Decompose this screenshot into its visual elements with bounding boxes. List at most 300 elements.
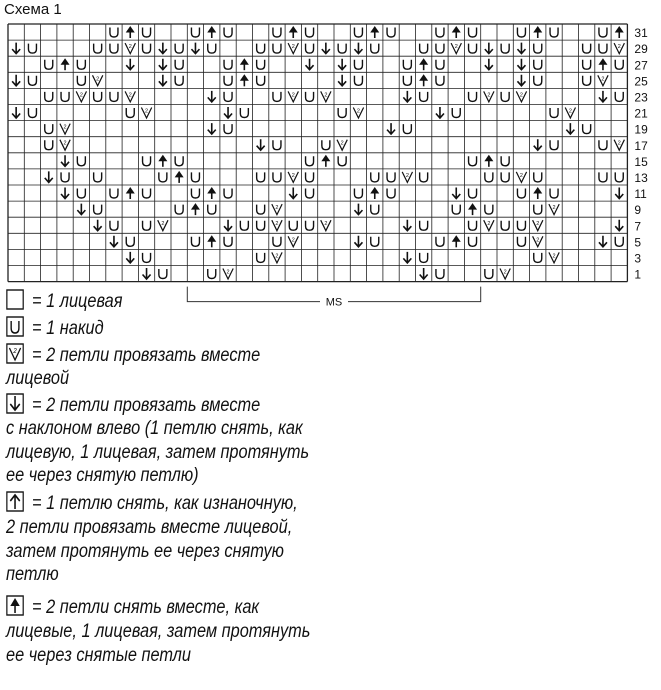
s2kp-icon (61, 58, 70, 70)
yarn-over-icon (143, 189, 151, 199)
yarn-over-icon (208, 269, 216, 279)
yarn-over-icon (208, 44, 216, 54)
yarn-over-icon (371, 237, 379, 247)
yarn-over-icon (110, 44, 118, 54)
yarn-over-icon (615, 92, 623, 102)
yarn-over-icon (306, 156, 314, 166)
row-number: 17 (634, 138, 648, 153)
yarn-over-icon (306, 172, 314, 182)
k2tog-icon (533, 220, 543, 231)
legend-skp-cont: 2 петли провязать вместе лицевой, (6, 517, 293, 538)
svg-text:2: 2 (324, 221, 328, 228)
ssk-icon (61, 155, 69, 166)
yarn-over-icon (159, 172, 167, 182)
svg-text:2: 2 (487, 221, 491, 228)
yarn-over-icon (28, 108, 36, 118)
k2tog-icon (451, 43, 461, 54)
ssk-icon (191, 43, 199, 54)
yarn-over-icon (175, 76, 183, 86)
ssk-icon (6, 393, 24, 414)
svg-text:2: 2 (617, 44, 621, 51)
k2tog-icon (93, 75, 103, 86)
yarn-over-icon (550, 28, 558, 38)
yarn-over-icon (306, 189, 314, 199)
s2kp-icon (191, 203, 200, 215)
ssk-icon (354, 236, 362, 247)
svg-text:2: 2 (291, 44, 295, 51)
legend-knit-text: = 1 лицевая (32, 291, 123, 312)
row-number: 1 (634, 267, 642, 282)
legend-skp-cont3: петлю (6, 564, 59, 585)
yarn-over-icon (338, 44, 346, 54)
yarn-over-icon (289, 221, 297, 231)
yarn-over-icon (273, 172, 281, 182)
k2tog-icon (158, 220, 168, 231)
yarn-over-icon (94, 205, 102, 215)
k2tog-icon (76, 91, 86, 102)
row-number: 5 (634, 235, 642, 250)
svg-text:2: 2 (519, 92, 523, 99)
legend-k2tog-text: = 2 петли провязать вместе (32, 345, 261, 366)
ssk-icon (599, 236, 607, 247)
yarn-over-icon (469, 189, 477, 199)
yarn-over-icon (257, 44, 265, 54)
yarn-over-icon (77, 156, 85, 166)
yarn-over-icon (387, 172, 395, 182)
k2tog-icon (125, 91, 135, 102)
yarn-over-icon (273, 44, 281, 54)
k2tog-icon (288, 43, 298, 54)
yarn-over-icon (159, 269, 167, 279)
ssk-icon (45, 171, 53, 182)
k2tog-icon (614, 140, 624, 151)
yarn-over-icon (273, 28, 281, 38)
yarn-over-icon (126, 237, 134, 247)
s2kp-icon (533, 26, 542, 38)
ssk-icon (452, 188, 460, 199)
yarn-over-icon (110, 221, 118, 231)
yarn-over-icon (257, 76, 265, 86)
yarn-over-icon (224, 124, 232, 134)
ssk-icon (615, 188, 623, 199)
row-number: 21 (634, 106, 648, 121)
yarn-over-icon (534, 205, 542, 215)
k2tog-icon (516, 172, 526, 183)
svg-text:2: 2 (552, 205, 556, 212)
yarn-over-icon (599, 44, 607, 54)
k2tog-icon (598, 75, 608, 86)
yarn-over-icon (436, 237, 444, 247)
yarn-over-icon (615, 60, 623, 69)
k2tog-icon (549, 204, 559, 215)
s2kp-icon (207, 235, 216, 247)
yarn-over-icon (143, 44, 151, 54)
yarn-over-icon (501, 172, 509, 182)
yarn-over-icon (224, 60, 232, 69)
ssk-icon (354, 43, 362, 54)
yarn-over-icon (534, 76, 542, 86)
ssk-icon (615, 220, 623, 231)
yarn-over-icon (77, 189, 85, 199)
yarn-over-icon (224, 76, 232, 86)
k2tog-icon (549, 252, 559, 263)
ssk-icon (159, 75, 167, 86)
legend-ssk (6, 393, 260, 417)
s2kp-icon (484, 155, 493, 167)
ssk-icon (208, 123, 216, 134)
svg-text:2: 2 (275, 205, 279, 212)
yarn-over-icon (583, 124, 591, 134)
yarn-over-icon (45, 60, 53, 69)
k2tog-icon (60, 124, 70, 135)
yarn-over-icon (485, 205, 493, 215)
svg-text:2: 2 (552, 253, 556, 260)
yarn-over-icon (175, 156, 183, 166)
k2tog-icon (141, 108, 151, 119)
yarn-over-icon (273, 92, 281, 102)
legend-s2kp-text: = 2 петли снять вместе, как (32, 597, 260, 618)
k2tog-icon (533, 236, 543, 247)
s2kp-icon (126, 187, 135, 199)
ssk-icon (126, 59, 134, 70)
yarn-over-icon (599, 172, 607, 182)
yarn-over-icon (469, 92, 477, 102)
ssk-icon (159, 59, 167, 70)
yarn-over-icon (273, 140, 281, 150)
ssk-icon (485, 43, 493, 54)
ssk-icon (436, 107, 444, 118)
k2tog-icon (288, 236, 298, 247)
yarn-over-icon (257, 221, 265, 231)
yarn-over-icon (77, 76, 85, 86)
yarn-over-icon (257, 60, 265, 69)
yarn-over-icon (354, 76, 362, 86)
s2kp-icon (240, 58, 249, 70)
svg-text:2: 2 (226, 269, 230, 276)
yarn-over-icon (583, 60, 591, 69)
s2kp-icon (615, 26, 624, 38)
yarn-over-icon (420, 92, 428, 102)
yarn-over-icon (175, 205, 183, 215)
svg-text:2: 2 (487, 92, 491, 99)
ssk-icon (517, 43, 525, 54)
row-number: 13 (634, 171, 648, 185)
yarn-over-icon (436, 44, 444, 54)
yarn-over-icon (420, 172, 428, 182)
ssk-icon (208, 91, 216, 102)
yarn-over-icon (338, 108, 346, 118)
yarn-over-icon (257, 205, 265, 215)
yarn-over-icon (599, 140, 607, 150)
legend-ssk-cont: с наклоном влево (1 петлю снять, как (6, 418, 303, 439)
yarn-over-icon (306, 28, 314, 38)
k2tog-icon (484, 91, 494, 102)
legend-s2kp-cont: лицевые, 1 лицевая, затем протянуть (6, 621, 311, 642)
ssk-icon (322, 43, 330, 54)
svg-text:2: 2 (356, 108, 360, 115)
svg-text:2: 2 (568, 108, 572, 115)
yarn-over-icon (583, 44, 591, 54)
yarn-over-icon (436, 28, 444, 38)
s2kp-icon (419, 58, 428, 70)
legend-skp-cont2: затем протянуть ее через снятую (6, 541, 284, 562)
yarn-over-icon (517, 237, 525, 247)
knitting-chart (0, 0, 661, 310)
yarn-over-icon (94, 172, 102, 182)
s2kp-icon (175, 171, 184, 183)
ssk-icon (289, 188, 297, 199)
empty-cell-icon (6, 289, 24, 310)
row-number: 29 (634, 42, 648, 57)
svg-text:2: 2 (291, 92, 295, 99)
yarn-over-icon (517, 221, 525, 231)
svg-text:2: 2 (96, 76, 100, 83)
ssk-icon (403, 252, 411, 263)
ssk-icon (599, 91, 607, 102)
k2tog-icon (272, 220, 282, 231)
row-number: 9 (634, 203, 642, 218)
svg-text:2: 2 (454, 44, 458, 51)
s2kp-icon (419, 74, 428, 86)
yarn-over-icon (599, 28, 607, 38)
ssk-icon (403, 91, 411, 102)
s2kp-icon (207, 26, 216, 38)
yarn-over-icon (387, 189, 395, 199)
yarn-over-icon (354, 28, 362, 38)
k2tog-icon (402, 172, 412, 183)
yarn-over-icon (420, 221, 428, 231)
svg-text:2: 2 (145, 108, 149, 115)
k2tog-icon (516, 91, 526, 102)
svg-text:2: 2 (617, 140, 621, 147)
svg-text:2: 2 (13, 347, 17, 356)
ssk-icon (159, 43, 167, 54)
ssk-icon (77, 204, 85, 215)
svg-text:2: 2 (503, 269, 507, 276)
yarn-over-icon (550, 189, 558, 199)
row-number: 25 (634, 74, 648, 89)
yarn-over-icon (126, 108, 134, 118)
row-number: 27 (634, 58, 648, 73)
ssk-icon (94, 220, 102, 231)
svg-text:2: 2 (601, 76, 605, 83)
ssk-icon (338, 59, 346, 70)
yarn-over-icon (501, 44, 509, 54)
k2tog-icon (272, 204, 282, 215)
yarn-over-icon (306, 92, 314, 102)
yarn-over-icon (469, 221, 477, 231)
ssk-icon (126, 252, 134, 263)
yarn-over-icon (485, 269, 493, 279)
k2tog-icon (353, 108, 363, 119)
yarn-over-icon (306, 221, 314, 231)
yarn-over-icon (143, 156, 151, 166)
ssk-icon (485, 59, 493, 70)
yarn-over-icon (28, 44, 36, 54)
k2tog-icon (60, 140, 70, 151)
ssk-icon (110, 236, 118, 247)
yarn-over-icon (387, 28, 395, 38)
k2tog-icon (6, 343, 24, 364)
k2tog-icon (614, 43, 624, 54)
yarn-over-icon (436, 76, 444, 86)
legend-yarn-over (6, 316, 104, 340)
yarn-over-icon (110, 189, 118, 199)
s2kp-icon (452, 235, 461, 247)
yarn-over-icon (485, 172, 493, 182)
ssk-icon (12, 43, 20, 54)
svg-text:2: 2 (519, 172, 523, 179)
legend-ssk-cont2: лицевую, 1 лицевая, затем протянуть (6, 442, 310, 463)
yarn-over-icon (436, 60, 444, 69)
svg-text:2: 2 (63, 124, 67, 131)
k2tog-icon (223, 269, 233, 280)
k2tog-icon (125, 43, 135, 54)
ssk-icon (387, 123, 395, 134)
ssk-icon (354, 204, 362, 215)
row-number: 31 (634, 26, 648, 41)
ssk-icon (338, 75, 346, 86)
s2kp-icon (126, 26, 135, 38)
yarn-over-icon (534, 60, 542, 69)
svg-text:2: 2 (405, 172, 409, 179)
yarn-over-icon (322, 140, 330, 150)
yarn-over-icon (550, 108, 558, 118)
s2kp-icon (452, 26, 461, 38)
k2tog-icon (500, 269, 510, 280)
svg-text:2: 2 (128, 44, 132, 51)
yarn-over-icon (436, 269, 444, 279)
yarn-over-icon (143, 28, 151, 38)
ssk-icon (306, 59, 314, 70)
yarn-over-icon (224, 28, 232, 38)
svg-text:2: 2 (275, 253, 279, 260)
yarn-over-icon (224, 237, 232, 247)
yarn-over-icon (469, 44, 477, 54)
ssk-icon (517, 75, 525, 86)
yarn-over-icon (175, 60, 183, 69)
yarn-over-icon (191, 172, 199, 182)
yarn-over-icon (501, 92, 509, 102)
legend-skp (6, 491, 298, 515)
yarn-over-icon (110, 28, 118, 38)
yarn-over-icon (306, 44, 314, 54)
yarn-over-icon (615, 172, 623, 182)
yarn-over-icon (403, 60, 411, 69)
yarn-over-icon (501, 221, 509, 231)
yarn-over-icon (273, 237, 281, 247)
k2tog-icon (484, 220, 494, 231)
svg-text:2: 2 (63, 140, 67, 147)
k2tog-icon (337, 140, 347, 151)
skp-icon (6, 491, 24, 512)
yarn-over-icon (191, 237, 199, 247)
yarn-over-icon (371, 205, 379, 215)
s2kp-icon (158, 155, 167, 167)
yarn-over-icon (208, 205, 216, 215)
yarn-over-icon (28, 76, 36, 86)
yarn-over-icon (452, 108, 460, 118)
yarn-over-icon (534, 172, 542, 182)
yarn-over-icon (534, 253, 542, 263)
legend-ssk-text: = 2 петли провязать вместе (32, 395, 261, 416)
ssk-icon (143, 268, 151, 279)
yarn-over-icon (175, 44, 183, 54)
ssk-icon (403, 220, 411, 231)
ms-label: MS (325, 296, 343, 309)
yarn-over-icon (224, 189, 232, 199)
yarn-over-icon (6, 316, 24, 337)
yarn-over-icon (257, 253, 265, 263)
yarn-over-icon (338, 156, 346, 166)
ssk-icon (420, 268, 428, 279)
svg-text:2: 2 (275, 221, 279, 228)
svg-text:2: 2 (340, 140, 344, 147)
yarn-over-icon (517, 28, 525, 38)
yarn-over-icon (420, 253, 428, 263)
legend-yarn-over-text: = 1 накид (32, 318, 104, 339)
ssk-icon (12, 107, 20, 118)
legend-knit (6, 289, 122, 313)
k2tog-icon (321, 91, 331, 102)
yarn-over-icon (61, 92, 69, 102)
ssk-icon (517, 59, 525, 70)
ssk-icon (257, 139, 265, 150)
yarn-over-icon (77, 60, 85, 69)
row-number: 11 (634, 187, 647, 202)
row-number: 7 (634, 219, 642, 234)
legend-skp-text: = 1 петлю снять, как изнаночную, (32, 493, 298, 514)
yarn-over-icon (224, 92, 232, 102)
k2tog-icon (321, 220, 331, 231)
row-number: 15 (634, 154, 648, 169)
yarn-over-icon (257, 172, 265, 182)
legend-k2tog (6, 343, 260, 367)
ssk-icon (12, 75, 20, 86)
yarn-over-icon (550, 140, 558, 150)
s2kp-icon (6, 595, 24, 616)
yarn-over-icon (469, 156, 477, 166)
yarn-over-icon (501, 156, 509, 166)
row-number: 23 (634, 90, 648, 105)
yarn-over-icon (403, 76, 411, 86)
yarn-over-icon (615, 237, 623, 247)
yarn-over-icon (469, 28, 477, 38)
svg-text:2: 2 (536, 221, 540, 228)
yarn-over-icon (45, 124, 53, 134)
k2tog-icon (288, 91, 298, 102)
k2tog-icon (565, 108, 575, 119)
yarn-over-icon (452, 205, 460, 215)
chart-title: Схема 1 (4, 1, 62, 18)
legend-k2tog-cont: лицевой (6, 368, 70, 389)
svg-text:2: 2 (291, 237, 295, 244)
k2tog-icon (272, 252, 282, 263)
s2kp-icon (533, 187, 542, 199)
s2kp-icon (240, 74, 249, 86)
yarn-over-icon (517, 189, 525, 199)
yarn-over-icon (94, 92, 102, 102)
s2kp-icon (207, 187, 216, 199)
svg-text:2: 2 (79, 92, 83, 99)
legend-s2kp-cont2: ее через снятые петли (6, 645, 191, 666)
yarn-over-icon (583, 76, 591, 86)
svg-text:2: 2 (536, 237, 540, 244)
legend-ssk-cont3: ее через снятую петлю) (6, 465, 199, 486)
yarn-over-icon (240, 221, 248, 231)
yarn-over-icon (143, 221, 151, 231)
row-number: 3 (634, 251, 642, 266)
